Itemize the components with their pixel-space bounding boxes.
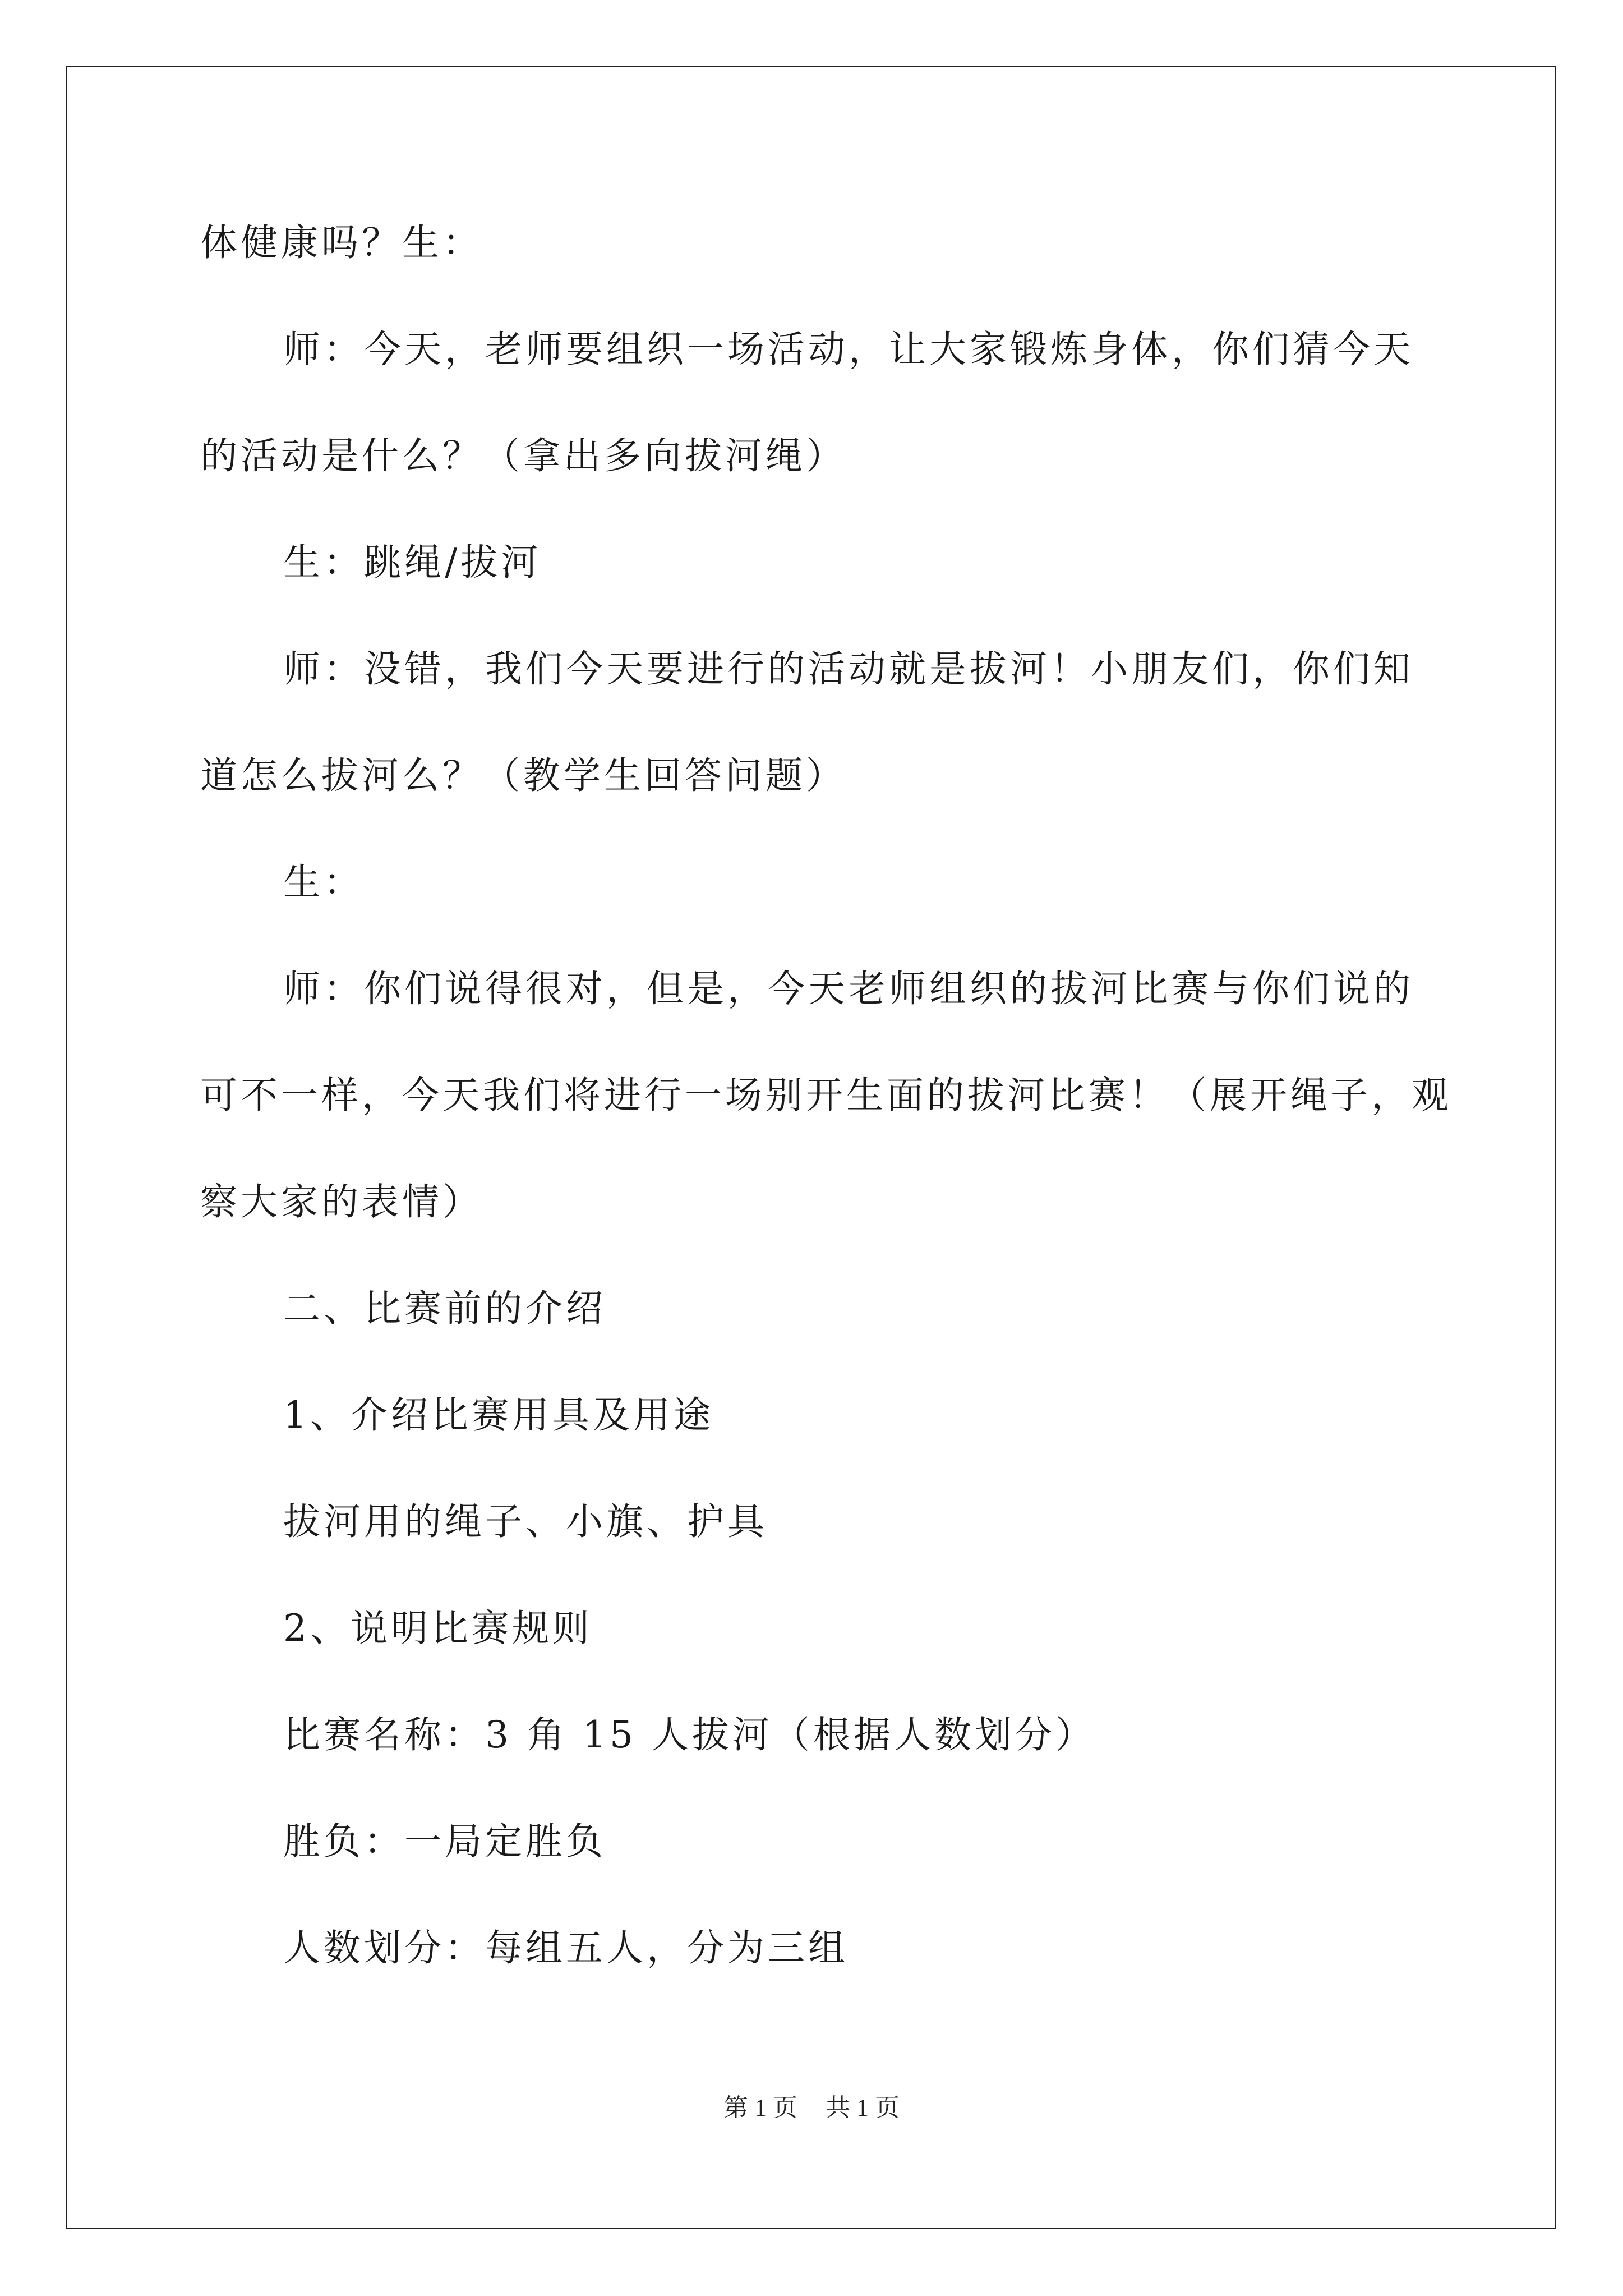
text-line: 生：跳绳/拔河: [283, 541, 542, 584]
text-line: 生：: [283, 861, 364, 904]
text-line: 可不一样，今天我们将进行一场别开生面的拔河比赛！（展开绳子，观: [200, 1074, 1452, 1117]
page-number: 第 1 页: [723, 2094, 797, 2122]
text-line: 人数划分：每组五人，分为三组: [283, 1926, 849, 1970]
text-line: 师：没错，我们今天要进行的活动就是拔河！小朋友们，你们知: [283, 647, 1414, 691]
text-line: 的活动是什么？（拿出多向拔河绳）: [200, 434, 846, 477]
text-line: 比赛名称：3 角 15 人拔河（根据人数划分）: [283, 1713, 1096, 1756]
page-total: 共 1 页: [826, 2094, 900, 2122]
text-line: 道怎么拔河么？（教学生回答问题）: [200, 754, 846, 797]
text-line: 察大家的表情）: [200, 1180, 483, 1223]
subsection-heading: 2、说明比赛规则: [283, 1607, 593, 1650]
page-border: [66, 66, 1556, 2229]
text-line: 体健康吗？生：: [200, 221, 483, 264]
text-line: 拔河用的绳子、小旗、护具: [283, 1500, 768, 1543]
section-heading: 二、比赛前的介绍: [283, 1287, 606, 1330]
page-footer: [0, 2091, 1623, 2125]
text-line: 师：你们说得很对，但是，今天老师组织的拔河比赛与你们说的: [283, 967, 1414, 1010]
subsection-heading: 1、介绍比赛用具及用途: [283, 1393, 714, 1437]
text-line: 胜负：一局定胜负: [283, 1820, 606, 1863]
text-line: 师：今天，老师要组织一场活动，让大家锻炼身体，你们猜今天: [283, 328, 1414, 371]
